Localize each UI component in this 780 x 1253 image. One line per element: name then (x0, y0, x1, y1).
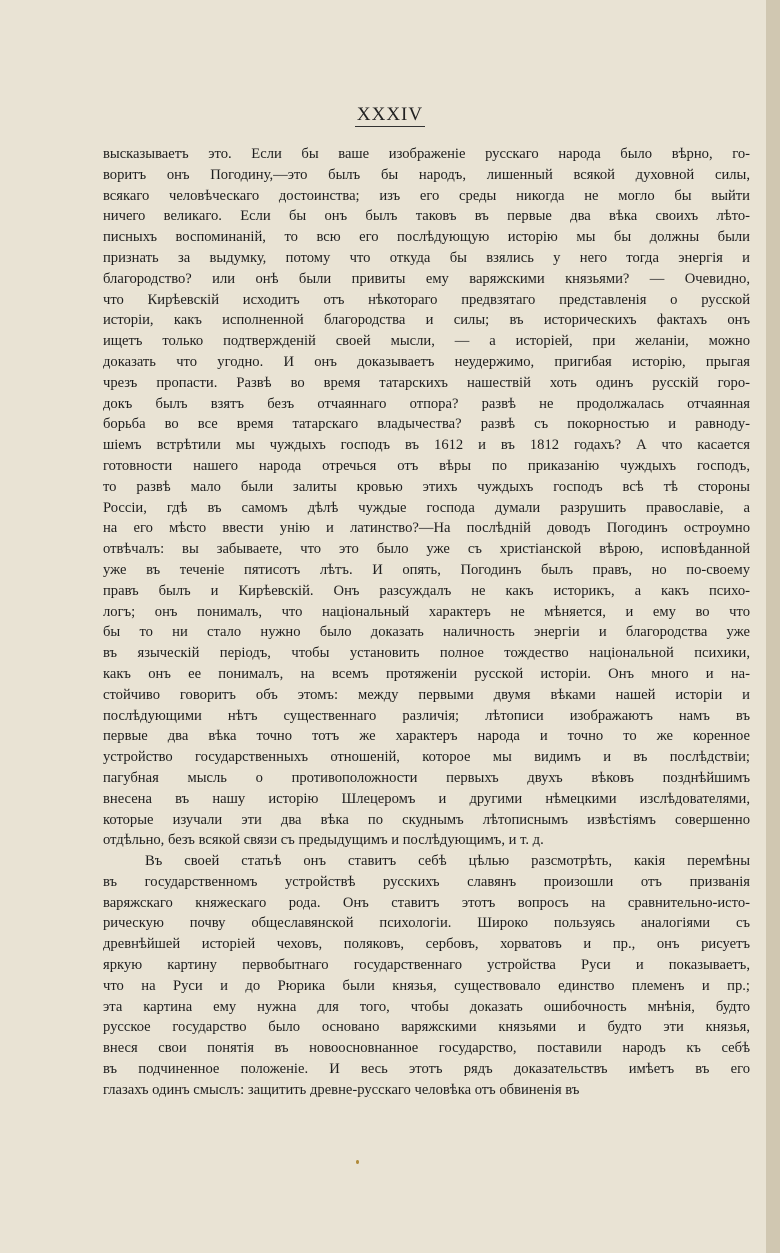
text-line: Россiи, гдѣ въ самомъ дѣлѣ чуждые господа думали разрушить православiе, а (103, 499, 750, 516)
text-line: уже въ теченiе пятисотъ лѣтъ. И опять, Погодинъ былъ правъ, но по-своему (103, 561, 750, 578)
text-line: борьба во все время татарскаго владычества? развѣ съ покорностью и равноду- (103, 416, 750, 433)
text-line: писныхъ воспоминанiй, то всю его послѣдующую исторiю мы бы должны были (103, 229, 750, 246)
text-line: первые два вѣка точно тотъ же характеръ народа и точно то же коренное (103, 728, 750, 745)
page-edge-shadow (766, 0, 780, 1253)
text-line: устройство государственныхъ отношенiй, которое мы видимъ и въ послѣдствiи; (103, 749, 750, 766)
text-line: рическую почву общеславянской психологiи. Широко пользуясь аналогiями съ (103, 915, 750, 932)
page-number: XXXIV (356, 104, 424, 125)
text-line: отвѣчалъ: вы забываете, что это было уже съ христiанской вѣрою, исповѣданной (103, 541, 750, 558)
text-line: доказать что угодно. И онъ доказываетъ неудержимо, пригибая исторiю, прыгая (103, 353, 750, 370)
text-line: внеся свои понятiя въ новоосновнанное государство, поставили народъ къ себѣ (103, 1040, 750, 1057)
text-line: какъ онъ ее понималъ, на всемъ протяженiи русской исторiи. Онъ много и на- (103, 665, 750, 682)
text-line: ничего великаго. Если бы онъ былъ таковъ въ первые два вѣка своихъ лѣто- (103, 208, 750, 225)
text-line: благородство? или онѣ были привиты ему варяжскими князьями? — Очевидно, (103, 270, 750, 287)
text-line: бы то ни стало нужно было доказать наличность энергiи и благородства уже (103, 624, 750, 641)
text-line: глазахъ одинъ смыслъ: защитить древне-русскаго человѣка отъ обвиненiя въ (103, 1081, 580, 1098)
text-line: логъ; онъ понималъ, что нацiональный характеръ не мѣняется, и ему во что (103, 603, 750, 620)
body-text (103, 144, 750, 1101)
text-line: русское государство было основано варяжскими князьями и будто эти князья, (103, 1019, 750, 1036)
text-line: эта картина ему нужна для того, чтобы доказать ошибочность мнѣнiя, будто (103, 998, 750, 1015)
text-line: стойчиво говоритъ объ этомъ: между первыми двумя вѣками нашей исторiи и (103, 686, 750, 703)
paper-speck (356, 1160, 359, 1164)
text-line: шiемъ встрѣтили мы чуждыхъ господъ въ 1612 и въ 1812 годахъ? А что касается (103, 437, 750, 454)
text-line: яркую картину первобытнаго государственнаго устройства Руси и показываетъ, (103, 957, 750, 974)
text-line: готовности нашего народа отречься отъ вѣры по приказанiю чуждыхъ господъ, (103, 457, 750, 474)
text-line: всякаго человѣческаго достоинства; изъ его среды никогда не могло бы выйти (103, 187, 750, 204)
text-line: древнѣйшей исторiей чеховъ, поляковъ, сербовъ, хорватовъ и пр., онъ рисуетъ (103, 936, 750, 953)
text-line: которые изучали эти два вѣка по скуднымъ лѣтописнымъ извѣстiямъ совершенно (103, 811, 750, 828)
text-line: на его мѣсто ввести унiю и латинство?—На послѣднiй доводъ Погодинъ остроумно (103, 520, 750, 537)
text-line: въ подчиненное положенiе. И весь этотъ рядъ доказательствъ имѣетъ въ его (103, 1061, 750, 1078)
text-line: внесена въ нашу исторiю Шлецеромъ и другими нѣмецкими изслѣдователями, (103, 790, 750, 807)
text-line: воритъ онъ Погодину,—это былъ бы народъ, лишенный всякой духовной силы, (103, 166, 750, 183)
text-line: въ государственномъ устройствѣ русскихъ славянъ произошли отъ призванiя (103, 873, 750, 890)
text-line: исторiи, какъ исполненной благородства и силы; въ историческихъ фактахъ онъ (103, 312, 750, 329)
text-line: ищетъ только подтвержденiй своей мысли, — а исторiей, при желанiи, можно (103, 333, 750, 350)
text-line: докъ былъ взятъ безъ отчаяннаго отпора? развѣ не продолжалась отчаянная (103, 395, 750, 412)
text-line: чрезъ пропасти. Развѣ во время татарскихъ нашествiй хоть одинъ русскiй горо- (103, 374, 750, 391)
text-line: отдѣльно, безъ всякой связи съ предыдущимъ и послѣдующимъ, и т. д. (103, 832, 544, 849)
text-line: въ языческiй перiодъ, чтобы установить полное тождество нацiональной психики, (103, 645, 750, 662)
text-line: послѣдующими нѣтъ существеннаго различiя; лѣтописи изображаютъ намъ въ (103, 707, 750, 724)
text-line: Въ своей статьѣ онъ ставитъ себѣ цѣлью разсмотрѣть, какiя перемѣны (145, 853, 750, 870)
text-line: что Кирѣевскiй исходитъ отъ нѣкотораго предвзятаго представленiя о русской (103, 291, 750, 308)
text-line: то развѣ мало были залиты кровью этихъ чуждыхъ господъ всѣ тѣ стороны (103, 478, 750, 495)
text-line: пагубная мысль о противоположности первыхъ двухъ вѣковъ позднѣйшимъ (103, 769, 750, 786)
text-line: что на Руси и до Рюрика были князья, существовало единство племенъ и пр.; (103, 977, 750, 994)
text-line: правъ былъ и Кирѣевскiй. Онъ разсуждалъ не какъ историкъ, а какъ психо- (103, 582, 750, 599)
text-line: варяжскаго княжескаго рода. Онъ ставитъ этотъ вопросъ на сравнительно-исто- (103, 894, 750, 911)
text-line: признать за выдумку, потому что откуда бы взялись у него тогда энергiя и (103, 249, 750, 266)
text-line: высказываетъ это. Если бы ваше изображенiе русскаго народа было вѣрно, го- (103, 146, 750, 162)
